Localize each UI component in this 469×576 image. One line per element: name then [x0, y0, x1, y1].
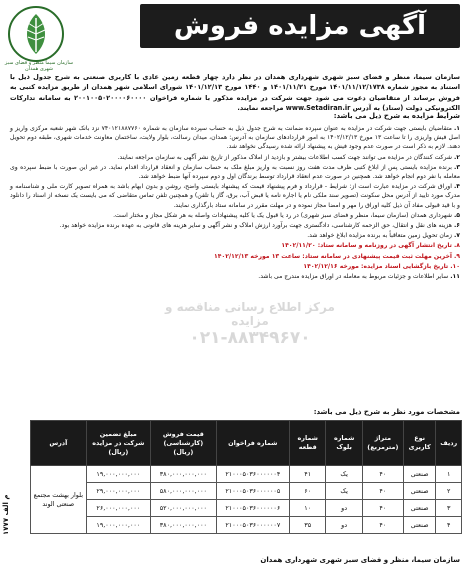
- column-header: شماره فراخوان: [216, 421, 289, 466]
- table-cell: ۴۱: [290, 466, 326, 483]
- term-item: [10, 262, 460, 271]
- term-item: [10, 241, 460, 250]
- table-heading: مشخصات مورد نظر به شرح ذیل می باشد:: [313, 408, 460, 416]
- table-cell: ۱۹,۰۰۰,۰۰۰,۰۰۰: [86, 517, 151, 534]
- term-number: ۵.: [453, 211, 460, 219]
- land-items-table: [30, 420, 462, 534]
- term-text: تاریخ انتشار آگهی در روزنامه و سامانه ستاد: ۱۴۰۲/۱۱/۲۰: [281, 242, 452, 250]
- table-cell: یک: [326, 483, 362, 500]
- table-cell: ۳۸۰,۰۰۰,۰۰۰,۰۰۰: [151, 466, 217, 483]
- table-row: [31, 466, 462, 483]
- intro-paragraph: سازمان سیما، منظر و فضای سبز شهری شهرداری همدان در نظر دارد چهار قطعه زمین عادی با کاربری صنعتی به شرح جدول ذیل با استناد به مجوز شماره ۱۴۰۱/۱۱/۱۲/۱۷۳۸ مورخ ۱۴۰۱/۱۱/۲۱ و ۱۴۴۰ مورخ ۱۴۰۱/۱۲/۱۳ شورای اسلامی شهر همدان از طریق مزایده کتبی به فروش برساند از متقاضیان دعوت می شود جهت شرکت در مزایده مذکور با شماره فراخوان ۲۰۰۱۰۰۵۰۲۰۰۰۰۶۰۰۰۰ به سامانه تدارکات الکترونیکی دولت (ستاد) به آدرس www.Setadiran.ir مراجعه نمایند.: [10, 73, 460, 113]
- table-cell: یک: [326, 466, 362, 483]
- header: [0, 0, 469, 85]
- table-cell: ۳۸۰,۰۰۰,۰۰۰,۰۰۰: [151, 517, 217, 534]
- term-number: ۱۱.: [450, 273, 460, 281]
- term-text: شهرداری همدان (سازمان سیما، منظر و فضای سبز شهری) در رد یا قبول یک یا کلیه پیشنهادات واصله به هر شکل مجاز و مختار است.: [113, 211, 452, 219]
- table-cell: ۲۱۰۰۰۵۰۳۶۰۰۰۰۰۰۵: [216, 483, 289, 500]
- column-header: شماره بلوک: [326, 421, 362, 466]
- table-cell: ۵۸۰,۰۰۰,۰۰۰,۰۰۰: [151, 483, 217, 500]
- term-item: [10, 221, 460, 230]
- term-item: [10, 252, 460, 261]
- table-cell: دو: [326, 500, 362, 517]
- table-cell: ۳: [436, 500, 462, 517]
- watermark-phone: ۰۲۱-۸۸۳۴۹۶۷۰: [189, 328, 311, 348]
- term-item: [10, 231, 460, 240]
- table-cell: دو: [326, 517, 362, 534]
- column-header: متراژ (مترمربع): [362, 421, 403, 466]
- term-number: ۳.: [453, 163, 460, 171]
- term-text: آخرین مهلت ثبت قیمت پیشنهادی در سامانه ستاد: ساعت ۱۳ مورخه ۱۴۰۲/۱۲/۱۳: [214, 252, 452, 260]
- footer-signature: سازمان سیما، منظر و فضای سبز شهری شهرداری همدان: [260, 556, 460, 564]
- organization-logo: [6, 4, 66, 64]
- table-cell: ۲۱۰۰۰۵۰۳۶۰۰۰۰۰۰۷: [216, 517, 289, 534]
- table-row: [31, 483, 462, 500]
- term-text: متقاضیان بایستی جهت شرکت در مزایده به عنوان سپرده ضمانت به شرح جدول ذیل به حساب سپرده سازمان به شماره ۷۴۰۱۲۱۸۸۷۷۶۰ نزد بانک شهر شعبه مرکزی واریز و اصل فیش واریزی را تا ساعت ۱۳ مورخ ۱۴۰۲/۱۲/۱۳ به امور قراردادهای سازمان به آدرس: همدان، میدان رسالت، بلوار ولایت، ساختمان معاونت خدمات شهری، طبقه دوم تحویل دهند. لازم به ذکر است در صورت عدم وجود فیش به پیشنهاد ارائه شده رسیدگی نخواهد شد.: [10, 125, 460, 151]
- term-text: اوراق شرکت در مزایده عبارت است از: شرایط - قرارداد و فرم پیشنهاد قیمت که پیشنهاد بایستی واضح، روشن و بدون ابهام باشد به همراه تصویر کارت ملی و شناسنامه و مدرک مورد تایید از آدرس محل سکونت (تصویر سند ملکی نام یا اجاره نامه یا قبض آب، برق، گاز یا تلفن) و همچنین تلفن تماس متقاضی که می بایست یک نسخه از اسناد را دانلود و با قید قبولی مفاد آن ذیل کلیه اوراق را مهر و امضا مجاز نموده و در مهلت مقرر در سامانه ستاد بارگذاری نمایند.: [10, 183, 460, 209]
- term-number: ۷.: [453, 232, 460, 240]
- table-cell: ۱۰: [290, 500, 326, 517]
- column-header: نوع کاربری: [403, 421, 436, 466]
- term-text: برنده مزایده بایستی پس از ابلاغ کتبی ظرف مدت هفت روز نسبت به واریز مبلغ ملک به حساب سازمان و انعقاد قرارداد اقدام نماید. در غیر این صورت با ضبط سپرده وی معامله با نفر دوم انجام خواهد شد. همچنین در صورت عدم انعقاد قرارداد توسط برندگان اول و دوم سپرده آنها ضبط خواهد شد.: [10, 163, 460, 181]
- table-row: [31, 500, 462, 517]
- table-row: [31, 517, 462, 534]
- table-cell: ۲: [436, 483, 462, 500]
- watermark-name: مرکز اطلاع رسانی مناقصه و مزایده: [165, 300, 335, 328]
- term-number: ۱۰.: [450, 262, 460, 270]
- table-cell: ۲۱۰۰۰۵۰۳۶۰۰۰۰۰۰۴: [216, 466, 289, 483]
- table-cell: ۴۰: [362, 500, 403, 517]
- column-header: قیمت فروش (کارشناسی) (ریال): [151, 421, 217, 466]
- term-text: سایر اطلاعات و جزئیات مربوط به معامله در اوراق مزایده مندرج می باشد.: [258, 273, 449, 281]
- table-body: [31, 466, 462, 534]
- table-cell: صنعتی: [403, 466, 436, 483]
- column-header: آدرس: [31, 421, 87, 466]
- table-cell: صنعتی: [403, 500, 436, 517]
- term-text: زمان تحویل زمین متعاقباً به برنده مزایده ابلاغ خواهد شد.: [307, 232, 452, 240]
- term-number: ۶.: [453, 222, 460, 230]
- table-cell: صنعتی: [403, 517, 436, 534]
- table-cell: ۴۰: [362, 517, 403, 534]
- table-cell: صنعتی: [403, 483, 436, 500]
- table-header-row: [31, 421, 462, 466]
- table-cell: ۲۶,۰۰۰,۰۰۰,۰۰۰: [86, 500, 151, 517]
- term-number: ۲.: [453, 153, 460, 161]
- term-text: تاریخ بازگشایی اسناد مزایده: مورخه ۱۴۰۲/۱۲/۱۶: [303, 262, 449, 270]
- table-cell: ۴۰: [362, 466, 403, 483]
- term-item: [10, 153, 460, 162]
- terms-heading: شرایط مزایده به شرح ذیل می باشد:: [333, 112, 460, 120]
- term-number: ۱.: [453, 125, 460, 132]
- address-cell: بلوار بهشت مجتمع صنعتی الوند: [31, 466, 87, 534]
- column-header: مبلغ تضمین شرکت در مزایده (ریال): [86, 421, 151, 466]
- logo-caption: سازمان سیما منظر و فضای سبز شهری همدان: [4, 60, 74, 72]
- table-cell: ۱: [436, 466, 462, 483]
- table-cell: ۶۰: [290, 483, 326, 500]
- term-number: ۸.: [453, 242, 460, 250]
- term-number: ۴.: [453, 183, 460, 191]
- terms-list: [10, 124, 460, 282]
- term-item: [10, 211, 460, 220]
- table-cell: ۴: [436, 517, 462, 534]
- term-item: [10, 272, 460, 281]
- column-header: ردیف: [436, 421, 462, 466]
- table-cell: ۴۰: [362, 483, 403, 500]
- term-item: [10, 163, 460, 181]
- column-header: شماره قطعه: [290, 421, 326, 466]
- table-cell: ۲۱۰۰۰۵۰۳۶۰۰۰۰۰۰۶: [216, 500, 289, 517]
- table-cell: ۳۵: [290, 517, 326, 534]
- page-title: آگهی مزایده فروش زمین: [140, 4, 460, 48]
- leaf-emblem-icon: [6, 4, 66, 64]
- term-item: [10, 124, 460, 152]
- table-cell: ۱۹,۰۰۰,۰۰۰,۰۰۰: [86, 466, 151, 483]
- term-item: [10, 182, 460, 210]
- term-text: شرکت کنندگان در مزایده می توانند جهت کسب اطلاعات بیشتر و بازدید از املاک مذکور از تاریخ نشر آگهی به سازمان مراجعه نمایند.: [117, 153, 452, 161]
- table-cell: ۲۹,۰۰۰,۰۰۰,۰۰۰: [86, 483, 151, 500]
- term-text: هزینه های نقل و انتقال، حق الزحمه کارشناسی، دادگستری جهت برآورد ارزش املاک و نشر آگهی و سایر هزینه های قانونی به عهده برنده مزایده خواهد بود.: [59, 222, 452, 230]
- watermark: [150, 300, 350, 370]
- ad-code: م الف ۱۷۷۷: [2, 494, 10, 536]
- table-cell: ۵۲۰,۰۰۰,۰۰۰,۰۰۰: [151, 500, 217, 517]
- term-number: ۹.: [453, 252, 460, 260]
